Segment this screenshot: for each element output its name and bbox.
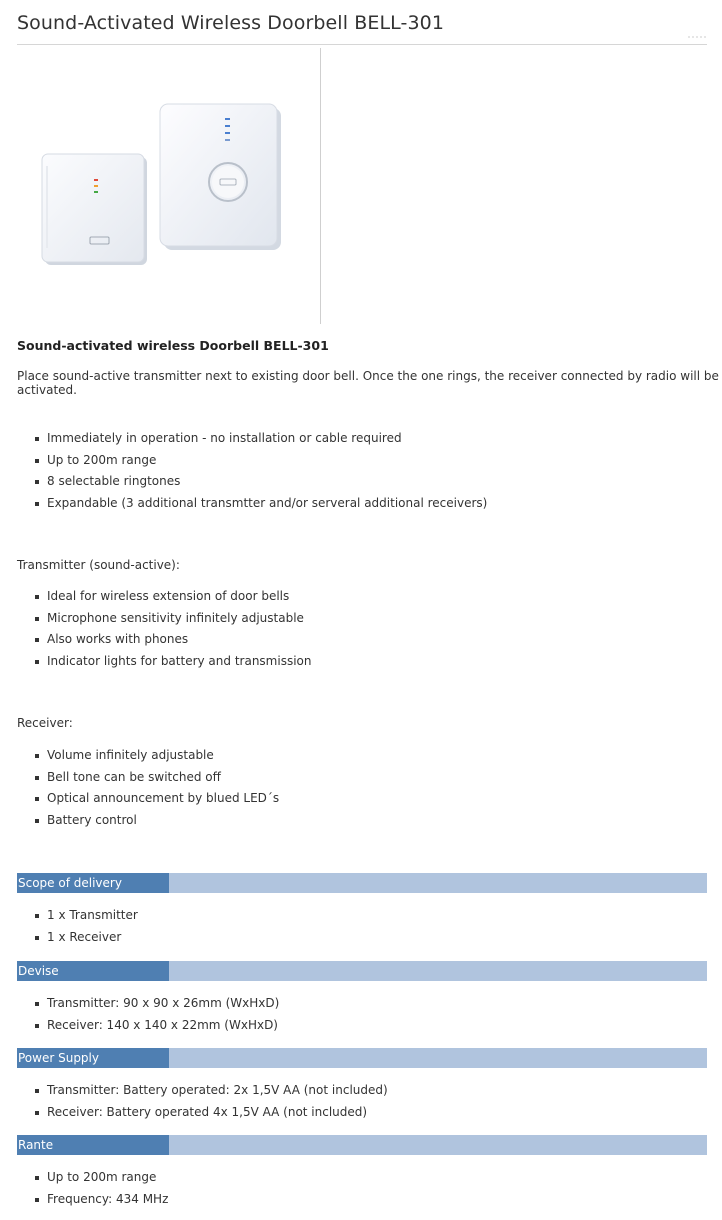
decorative-dots [688,36,707,38]
transmitter-heading: Transmitter (sound-active): [17,558,180,572]
title-divider [17,44,707,45]
devise-label: Devise [17,961,169,981]
transmitter-device [42,154,147,265]
feature-list [17,428,487,514]
power-list [17,1080,388,1123]
list-item: Immediately in operation - no installation or cable required [17,428,487,450]
range-label: Rante [17,1135,169,1155]
list-item: Optical announcement by blued LED´s [17,788,279,810]
range-list [17,1167,168,1210]
product-photo [17,48,319,324]
scope-of-delivery-bar [17,873,707,893]
list-item: Expandable (3 additional transmtter and/or serveral additional receivers) [17,493,487,515]
list-item: Battery control [17,810,279,832]
receiver-list [17,745,279,831]
power-supply-label: Power Supply [17,1048,169,1068]
receiver-heading: Receiver: [17,716,73,730]
scope-list [17,905,138,948]
list-item: Bell tone can be switched off [17,767,279,789]
product-description: Place sound-active transmitter next to existing door bell. Once the one rings, the receiver connected by radio will be activated. [17,369,719,397]
list-item: Receiver: Battery operated 4x 1,5V AA (not included) [17,1102,388,1124]
range-bar [17,1135,707,1155]
devise-bar [17,961,707,981]
list-item: Frequency: 434 MHz [17,1189,168,1211]
product-image [17,48,319,324]
list-item: Up to 200m range [17,1167,168,1189]
list-item: Volume infinitely adjustable [17,745,279,767]
list-item: Microphone sensitivity infinitely adjustable [17,608,311,630]
devise-list [17,993,279,1036]
list-item: 1 x Transmitter [17,905,138,927]
list-item: 1 x Receiver [17,927,138,949]
list-item: Transmitter: Battery operated: 2x 1,5V AA (not included) [17,1080,388,1102]
scope-of-delivery-label: Scope of delivery [17,873,169,893]
list-item: Receiver: 140 x 140 x 22mm (WxHxD) [17,1015,279,1037]
image-divider [320,48,321,324]
product-subtitle: Sound-activated wireless Doorbell BELL-301 [17,338,329,353]
list-item: Also works with phones [17,629,311,651]
page-title: Sound-Activated Wireless Doorbell BELL-301 [17,12,445,34]
list-item: Ideal for wireless extension of door bells [17,586,311,608]
list-item: Indicator lights for battery and transmission [17,651,311,673]
list-item: Transmitter: 90 x 90 x 26mm (WxHxD) [17,993,279,1015]
receiver-device [160,104,281,250]
list-item: Up to 200m range [17,450,487,472]
power-supply-bar [17,1048,707,1068]
transmitter-list [17,586,311,672]
list-item: 8 selectable ringtones [17,471,487,493]
